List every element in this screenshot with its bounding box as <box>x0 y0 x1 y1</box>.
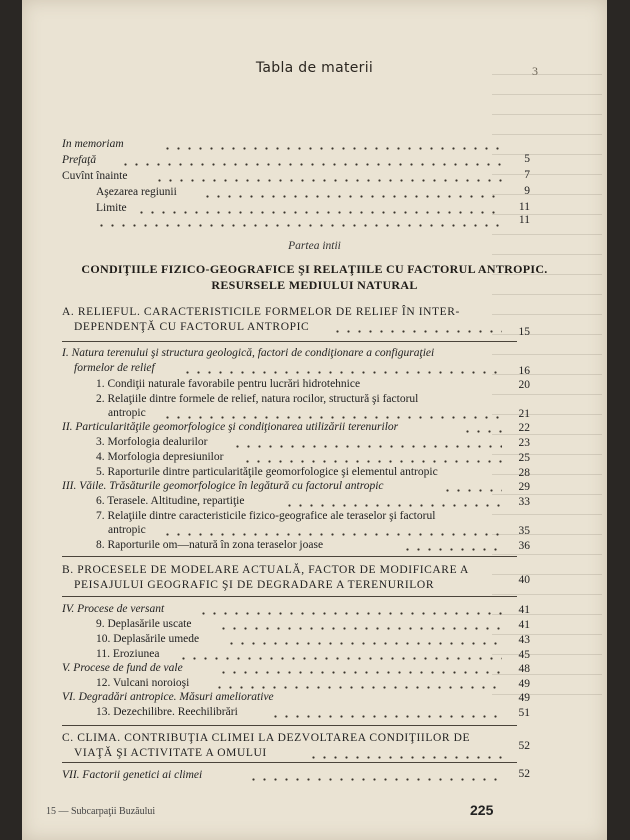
toc-entry: Prefaţă <box>62 154 97 166</box>
toc-entry: 12. Vulcani noroioşi <box>96 677 190 689</box>
toc-entry: 2. Relaţiile dintre formele de relief, natura rocilor, structură şi factorul <box>96 393 419 405</box>
chapter-heading: VI. Degradări antropice. Măsuri ameliorative <box>62 691 274 703</box>
chapter-heading: formelor de relief <box>74 362 155 374</box>
page-number: 41 <box>518 604 530 616</box>
toc-entry: 13. Dezechilibre. Reechilibrări <box>96 706 238 718</box>
toc-entry: Cuvînt înainte <box>62 170 128 182</box>
divider <box>62 725 517 726</box>
page-number: 43 <box>518 634 530 646</box>
toc-entry: 6. Terasele. Altitudine, repartiţie <box>96 495 245 507</box>
toc-entry: 4. Morfologia depresiunilor <box>96 451 224 463</box>
toc-entry: In memoriam <box>62 138 124 150</box>
page-number: 25 <box>518 452 530 464</box>
page-number: 7 <box>524 169 530 181</box>
divider <box>62 341 517 342</box>
section-heading: A. RELIEFUL. CARACTERISTICILE FORMELOR DE RELIEF ÎN INTER- <box>62 306 460 318</box>
page-number: 45 <box>518 649 530 661</box>
toc-entry: 3. Morfologia dealurilor <box>96 436 208 448</box>
chapter-heading: I. Natura terenului şi structura geologică, factori de condiţionare a configuraţiei <box>62 347 435 359</box>
page-number: 33 <box>518 496 530 508</box>
part-heading: CONDIŢIILE FIZICO-GEOGRAFICE ŞI RELAŢIILE CU FACTORUL ANTROPIC. <box>81 262 548 276</box>
divider <box>62 596 517 597</box>
page-number: 52 <box>518 768 530 780</box>
page-number: 29 <box>518 481 530 493</box>
toc-entry: 10. Deplasările umede <box>96 633 200 645</box>
page-number: 21 <box>518 408 530 420</box>
page-number: 51 <box>518 707 530 719</box>
page-number: 36 <box>518 540 530 552</box>
footer-signature: 15 — Subcarpaţii Buzăului <box>46 806 156 817</box>
page-number: 16 <box>518 365 530 377</box>
page-number: 49 <box>518 678 530 690</box>
part-subheading: RESURSELE MEDIULUI NATURAL <box>211 278 418 292</box>
page-number: 15 <box>518 326 530 338</box>
chapter-heading: VII. Factorii genetici ai climei <box>62 769 203 781</box>
toc-entry: Aşezarea regiunii <box>96 186 177 198</box>
divider <box>62 762 517 763</box>
toc-entry: 9. Deplasările uscate <box>96 618 192 630</box>
page-number: 35 <box>518 525 530 537</box>
chapter-heading: V. Procese de fund de vale <box>62 662 183 674</box>
part-label: Partea intii <box>288 240 341 252</box>
toc-entry: 8. Raporturile om—natură în zona teraselor joase <box>96 539 324 551</box>
chapter-heading: IV. Procese de versant <box>62 603 165 615</box>
page-number: 22 <box>518 422 530 434</box>
page-number: 48 <box>518 663 530 675</box>
page-number: 28 <box>518 467 530 479</box>
page-number: 20 <box>518 379 530 391</box>
section-heading: VIAŢĂ ŞI ACTIVITATE A OMULUI <box>74 747 267 759</box>
footer-page-number: 225 <box>470 802 494 818</box>
corner-mark: 3 <box>532 64 538 78</box>
page-number: 40 <box>518 574 530 586</box>
page-title: Tabla de materii <box>255 60 374 76</box>
toc-entry: 5. Raporturile dintre particularităţile geomorfologice şi elementul antropic <box>96 466 438 478</box>
section-heading: B. PROCESELE DE MODELARE ACTUALĂ, FACTOR DE MODIFICARE A <box>62 564 469 576</box>
toc-entry: 11. Eroziunea <box>96 648 160 660</box>
chapter-heading: II. Particularităţile geomorfologice şi condiţionarea utilizării terenurilor <box>62 421 399 433</box>
section-heading: DEPENDENŢĂ CU FACTORUL ANTROPIC <box>74 321 310 333</box>
book-page <box>22 0 607 840</box>
page-number: 11 <box>518 214 530 226</box>
section-heading: C. CLIMA. CONTRIBUŢIA CLIMEI LA DEZVOLTAREA CONDIŢIILOR DE <box>62 732 471 744</box>
page-number: 49 <box>518 692 530 704</box>
page-number: 23 <box>518 437 530 449</box>
section-heading: PEISAJULUI GEOGRAFIC ŞI DE DEGRADARE A TERENURILOR <box>74 579 435 591</box>
page-number: 11 <box>518 201 530 213</box>
toc-entry: antropic <box>108 407 146 419</box>
toc-entry: 1. Condiţii naturale favorabile pentru lucrări hidrotehnice <box>96 378 361 390</box>
divider <box>62 556 517 557</box>
chapter-heading: III. Văile. Trăsăturile geomorfologice în legătură cu factorul antropic <box>62 480 384 492</box>
page-number: 9 <box>524 185 530 197</box>
page-number: 5 <box>524 153 530 165</box>
toc-entry: antropic <box>108 524 146 536</box>
page-number: 52 <box>518 740 530 752</box>
toc-entry: Limite <box>96 202 127 214</box>
toc-entry: 7. Relaţiile dintre caracteristicile fizico-geografice ale teraselor şi factorul <box>96 510 436 522</box>
page-number: 41 <box>518 619 530 631</box>
